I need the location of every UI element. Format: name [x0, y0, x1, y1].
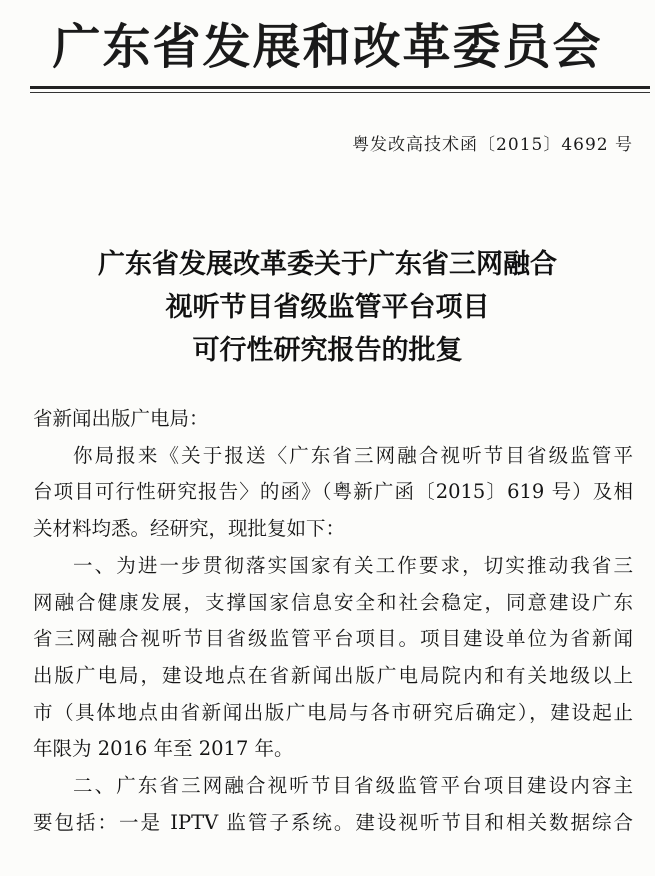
- header-rule-thin: [30, 92, 650, 93]
- paragraph-1-line: 台项目可行性研究报告〉的函》（粤新广函〔2015〕619 号）及相: [33, 480, 633, 504]
- title-line: 可行性研究报告的批复: [192, 335, 463, 366]
- paragraph-2-line: 省三网融合视听节目省级监管平台项目。项目建设单位为省新闻: [33, 627, 633, 651]
- document-number: 粤发改高技术函〔2015〕4692 号: [352, 135, 633, 155]
- paragraph-1-line: 你局报来《关于报送〈广东省三网融合视听节目省级监管平: [73, 443, 633, 467]
- salutation: 省新闻出版广电局：: [33, 407, 209, 430]
- title-line: 视听节目省级监管平台项目: [165, 292, 490, 323]
- paragraph-1-line: 关材料均悉。经研究，现批复如下：: [33, 517, 346, 541]
- paragraph-3-line: 要包括：一是 IPTV 监管子系统。建设视听节目和相关数据综合: [33, 810, 633, 834]
- paragraph-3-line: 二、广东省三网融合视听节目省级监管平台项目建设内容主: [73, 774, 633, 798]
- paragraph-2-line: 网融合健康发展，支撑国家信息安全和社会稳定，同意建设广东: [33, 590, 633, 614]
- header-rule-thick: [30, 86, 650, 89]
- paragraph-2-line: 出版广电局，建设地点在省新闻出版广电局院内和有关地级以上: [33, 663, 633, 687]
- document-body: [33, 401, 633, 841]
- issuing-organization: 广东省发展和改革委员会: [52, 19, 603, 75]
- paragraph-2-line: 一、为进一步贯彻落实国家有关工作要求，切实推动我省三: [73, 553, 633, 577]
- paragraph-2-line: 年限为 2016 年至 2017 年。: [33, 737, 294, 761]
- paragraph-2-line: 市（具体地点由省新闻出版广电局与各市研究后确定），建设起止: [33, 700, 633, 724]
- title-line: 广东省发展改革委关于广东省三网融合: [98, 249, 557, 280]
- document-title: [0, 243, 655, 372]
